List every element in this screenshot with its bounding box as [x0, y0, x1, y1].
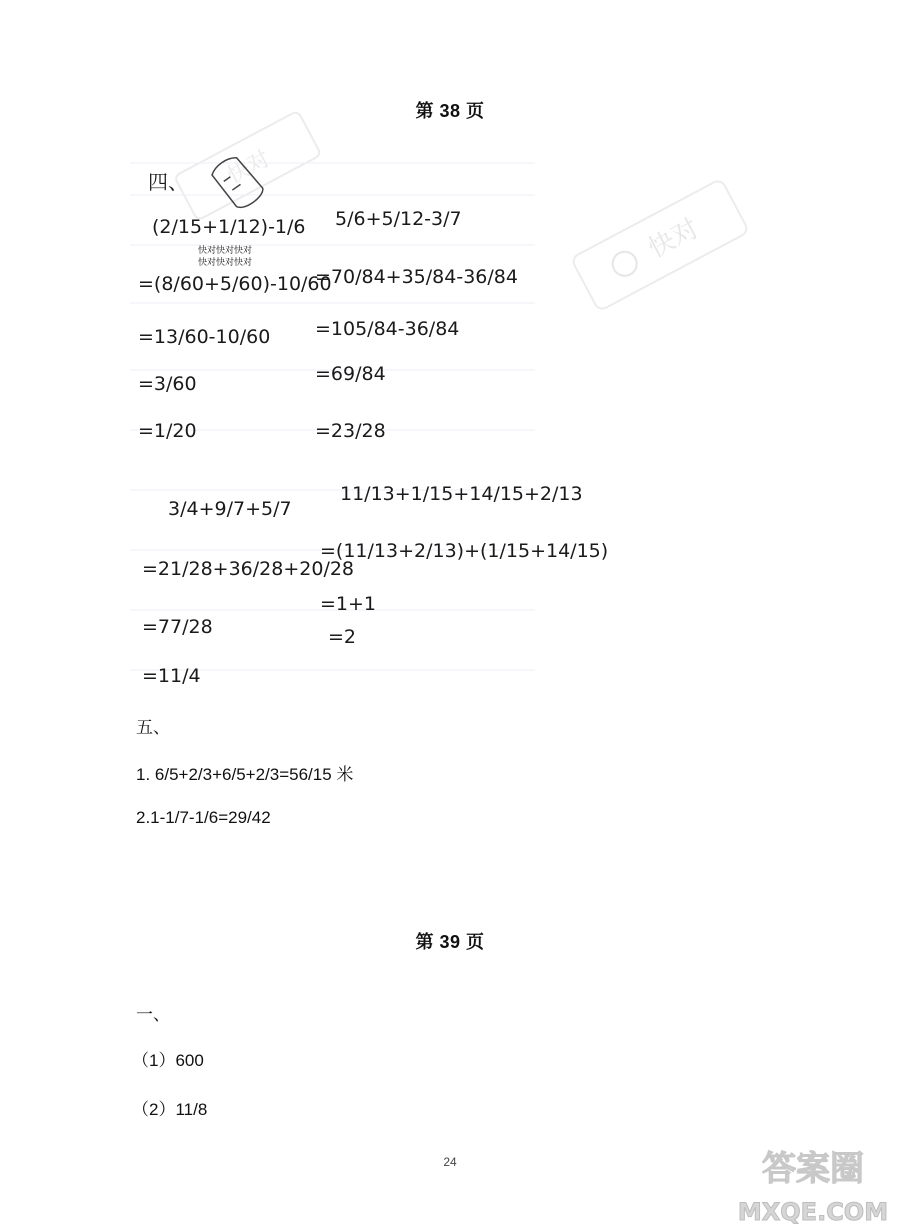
watermark-small-line-1: 快对快对快对 [198, 246, 253, 256]
section-5-label: 五、 [136, 718, 170, 737]
hw-b-line-4: =69/84 [315, 363, 386, 385]
hw-b-line-5: =23/28 [315, 420, 386, 442]
answer-5-1: 1. 6/5+2/3+6/5+2/3=56/15 米 [136, 765, 354, 784]
hw-problem-d [320, 483, 608, 648]
hw-b-line-3: =105/84-36/84 [315, 318, 460, 340]
handwritten-work [130, 155, 609, 700]
stamp-bottom-text: MXQE.COM [737, 1198, 889, 1226]
hw-a-line-1: (2/15+1/12)-1/6 [152, 216, 306, 238]
hw-problem-b [315, 208, 518, 442]
hw-a-line-2: =(8/60+5/60)-10/60 [138, 273, 332, 295]
hw-c-line-3: =77/28 [142, 616, 213, 638]
hw-c-line-2: =21/28+36/28+20/28 [142, 558, 355, 580]
page-number: 24 [443, 1155, 457, 1169]
hw-b-line-2: =70/84+35/84-36/84 [315, 266, 518, 288]
hw-d-line-2: =(11/13+2/13)+(1/15+14/15) [320, 540, 609, 562]
hw-c-line-1: 3/4+9/7+5/7 [168, 498, 292, 520]
watermark-check-icon [608, 248, 640, 280]
hw-c-line-4: =11/4 [142, 665, 201, 687]
carrot-mascot-icon [209, 152, 266, 213]
hw-b-line-1: 5/6+5/12-3/7 [335, 208, 462, 230]
hw-d-line-1: 11/13+1/15+14/15+2/13 [340, 483, 583, 505]
hw-section-label: 四、 [148, 170, 188, 194]
hw-a-line-4: =3/60 [138, 373, 197, 395]
hw-a-line-3: =13/60-10/60 [138, 326, 271, 348]
watermark-right [560, 180, 760, 310]
answer-5-2: 2.1-1/7-1/6=29/42 [136, 808, 271, 827]
watermark-small-line-2: 快对快对快对 [198, 258, 253, 268]
answer-1-2: （2）11/8 [132, 1100, 208, 1119]
section-1-label: 一、 [136, 1005, 170, 1024]
watermark-left-text: 快对 [223, 146, 275, 190]
hw-a-line-5: =1/20 [138, 420, 197, 442]
answer-1-1: （1）600 [132, 1051, 204, 1070]
watermark-right-text: 快对 [643, 213, 704, 265]
page-38-title: 第 38 页 [415, 101, 485, 121]
hw-d-line-4: =2 [328, 626, 357, 648]
hw-d-line-3: =1+1 [320, 593, 377, 615]
site-stamp-logo [728, 1138, 898, 1228]
page-39-title: 第 39 页 [415, 932, 485, 952]
stamp-top-text: 答案圈 [762, 1149, 864, 1189]
